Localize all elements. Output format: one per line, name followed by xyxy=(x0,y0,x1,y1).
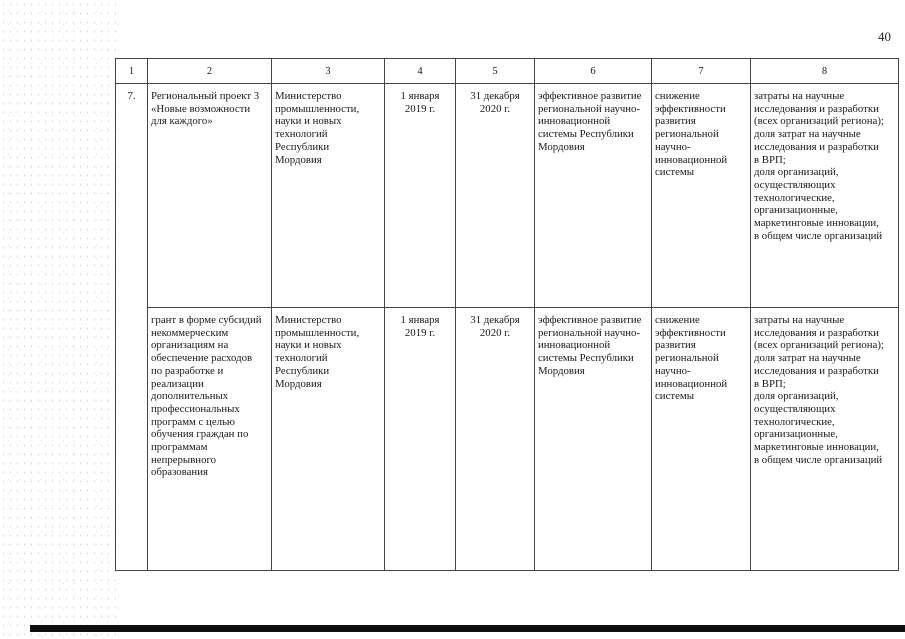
header-col-5: 5 xyxy=(456,59,535,84)
header-col-2: 2 xyxy=(148,59,272,84)
cell-indicators: затраты на научные исследования и разработки (всех организаций региона); доля затрат на научные исследования и разработки в ВРП; доля организаций, осуществляющих технологические, организационные, маркетинговые инновации, в общем числе организаций xyxy=(751,308,899,571)
cell-end-date: 31 декабря 2020 г. xyxy=(456,84,535,308)
page-number: 40 xyxy=(878,29,891,44)
cell-start-date: 1 января 2019 г. xyxy=(385,308,456,571)
row-number: 7. xyxy=(116,84,148,571)
cell-end-date: 31 декабря 2020 г. xyxy=(456,308,535,571)
table-row xyxy=(116,308,899,571)
cell-executor: Министерство промышленности, науки и новых технологий Республики Мордовия xyxy=(272,308,385,571)
cell-name: Региональный проект 3 «Новые возможности для каждого» xyxy=(148,84,272,308)
cell-risk: снижение эффективности развития региональной научно- инновационной системы xyxy=(652,84,751,308)
cell-risk: снижение эффективности развития региональной научно- инновационной системы xyxy=(652,308,751,571)
cell-result: эффективное развитие региональной научно- инновационной системы Республики Мордовия xyxy=(535,84,652,308)
scan-noise xyxy=(0,0,120,639)
header-col-7: 7 xyxy=(652,59,751,84)
header-row xyxy=(116,59,899,84)
measures-table xyxy=(115,58,899,571)
cell-name: грант в форме субсидий некоммерческим организациям на обеспечение расходов по разработке и реализации дополнительных профессиональных программ с целью обучения граждан по программам непрерывного образования xyxy=(148,308,272,571)
scan-edge-bar xyxy=(30,625,905,632)
cell-indicators: затраты на научные исследования и разработки (всех организаций региона); доля затрат на научные исследования и разработки в ВРП; доля организаций, осуществляющих технологические, организационные, маркетинговые инновации, в общем числе организаций xyxy=(751,84,899,308)
header-col-6: 6 xyxy=(535,59,652,84)
header-col-4: 4 xyxy=(385,59,456,84)
table-row xyxy=(116,84,899,308)
header-col-8: 8 xyxy=(751,59,899,84)
header-col-1: 1 xyxy=(116,59,148,84)
cell-result: эффективное развитие региональной научно- инновационной системы Республики Мордовия xyxy=(535,308,652,571)
header-col-3: 3 xyxy=(272,59,385,84)
cell-executor: Министерство промышленности, науки и новых технологий Республики Мордовия xyxy=(272,84,385,308)
cell-start-date: 1 января 2019 г. xyxy=(385,84,456,308)
